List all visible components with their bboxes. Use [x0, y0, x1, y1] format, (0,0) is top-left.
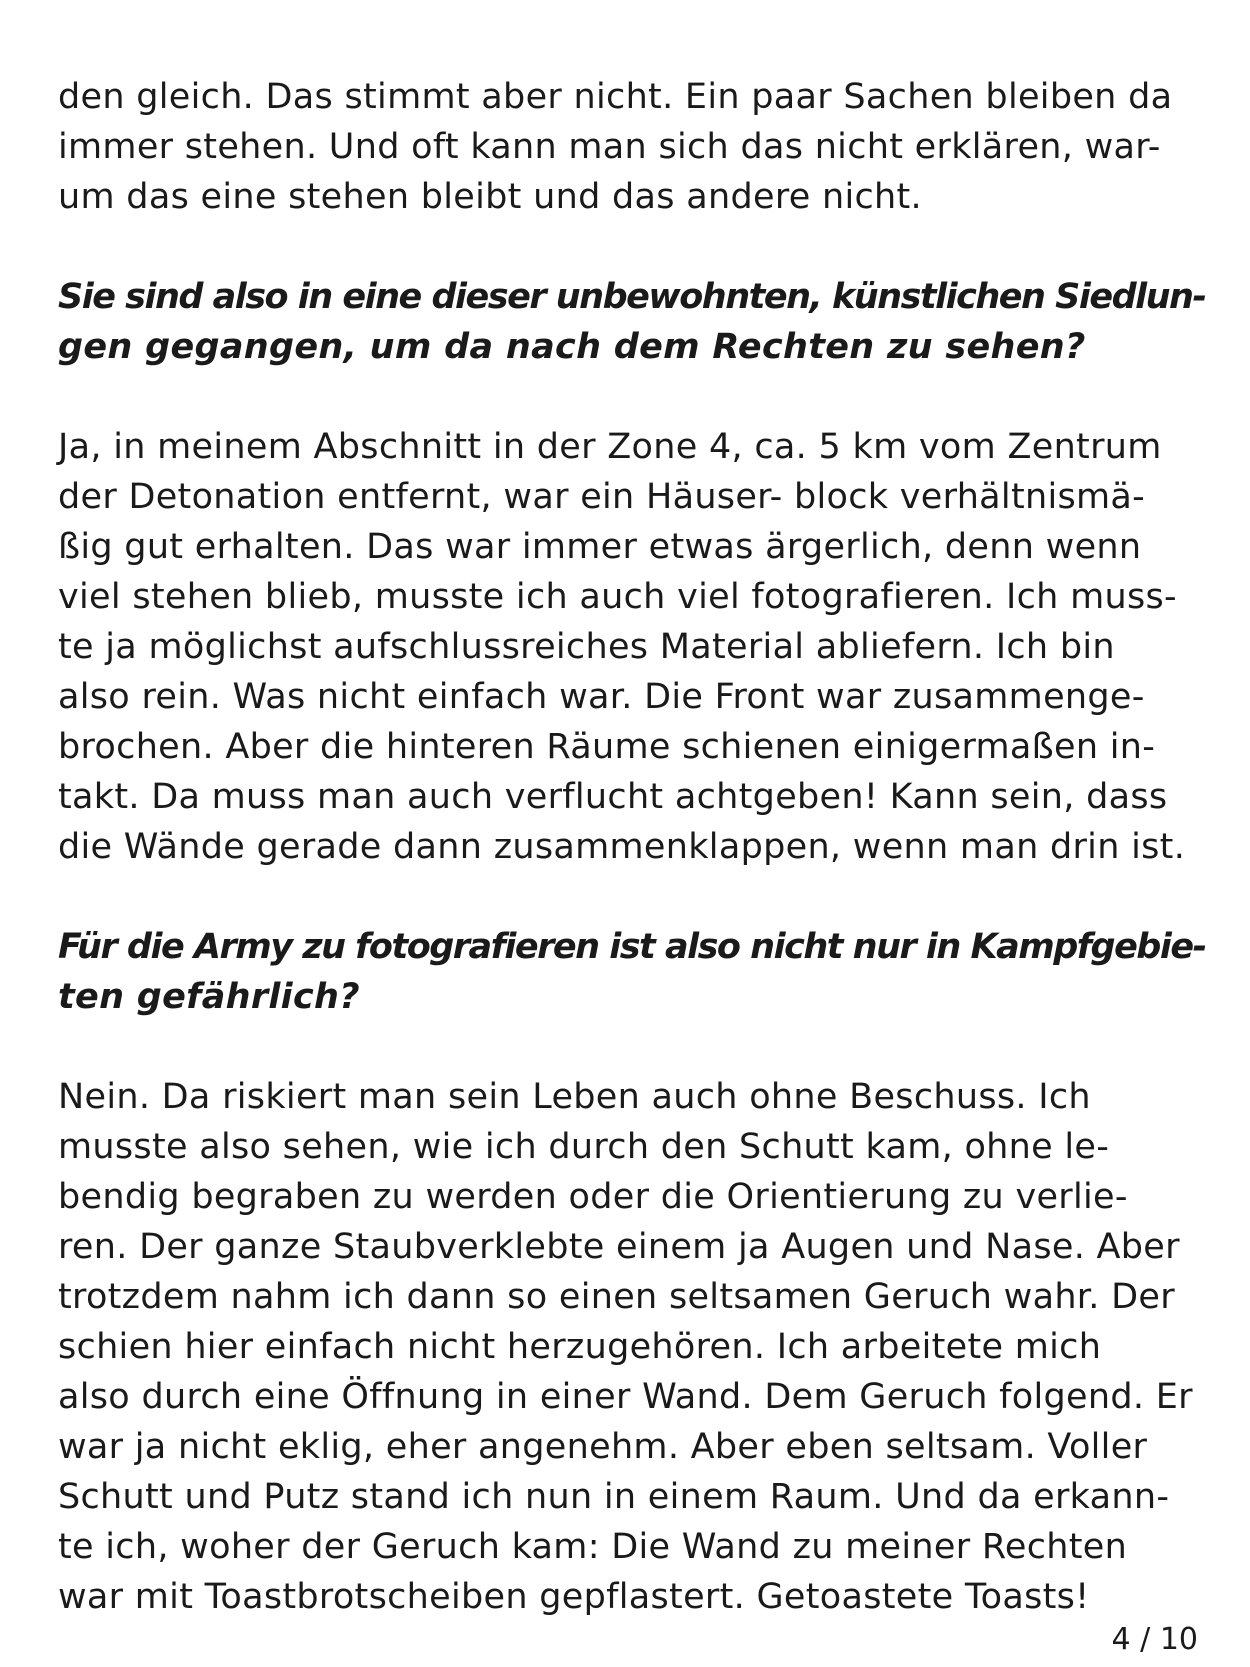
- text-line: der Detonation entfernt, war ein Häuser- block verhältnismä-: [58, 477, 1146, 517]
- paragraph-spacer: [58, 1022, 1198, 1072]
- document-body: [58, 72, 1206, 1622]
- text-line: Nein. Da riskiert man sein Leben auch ohne Beschuss. Ich: [58, 1077, 1091, 1117]
- answer-paragraph-2: [58, 422, 1198, 872]
- text-line: te ich, woher der Geruch kam: Die Wand zu meiner Rechten: [58, 1527, 1128, 1567]
- text-line: Sie sind also in eine dieser unbewohnten, künstlichen Siedlun-: [58, 277, 1206, 317]
- paragraph-spacer: [58, 872, 1198, 922]
- text-line: also durch eine Öffnung in einer Wand. Dem Geruch folgend. Er: [58, 1377, 1193, 1417]
- text-line: war mit Toastbrotscheiben gepflastert. Getoastete Toasts!: [58, 1577, 1090, 1617]
- text-line: um das eine stehen bleibt und das andere nicht.: [58, 177, 922, 217]
- text-line: bendig begraben zu werden oder die Orientierung zu verlie-: [58, 1177, 1128, 1217]
- text-line: gen gegangen, um da nach dem Rechten zu sehen?: [58, 327, 1086, 367]
- text-line: schien hier einfach nicht herzugehören. Ich arbeitete mich: [58, 1327, 1102, 1367]
- text-line: immer stehen. Und oft kann man sich das nicht erklären, war-: [58, 127, 1161, 167]
- answer-paragraph-3: [58, 1072, 1198, 1622]
- text-line: ren. Der ganze Staubverklebte einem ja Augen und Nase. Aber: [58, 1227, 1180, 1267]
- text-line: den gleich. Das stimmt aber nicht. Ein paar Sachen bleiben da: [58, 77, 1173, 117]
- paragraph-spacer: [58, 372, 1198, 422]
- question-paragraph-1: [58, 272, 1206, 372]
- text-line: takt. Da muss man auch verflucht achtgeben! Kann sein, dass: [58, 777, 1168, 817]
- text-line: Ja, in meinem Abschnitt in der Zone 4, ca. 5 km vom Zentrum: [58, 427, 1162, 467]
- text-line: also rein. Was nicht einfach war. Die Front war zusammenge-: [58, 677, 1145, 717]
- text-line: viel stehen blieb, musste ich auch viel fotografieren. Ich muss-: [58, 577, 1177, 617]
- answer-paragraph-1: [58, 72, 1198, 222]
- text-line: war ja nicht eklig, eher angenehm. Aber eben seltsam. Voller: [58, 1427, 1148, 1467]
- text-line: te ja möglichst aufschlussreiches Material abliefern. Ich bin: [58, 627, 1115, 667]
- text-line: Schutt und Putz stand ich nun in einem Raum. Und da erkann-: [58, 1477, 1170, 1517]
- text-line: ten gefährlich?: [58, 977, 360, 1017]
- text-line: Für die Army zu fotografieren ist also nicht nur in Kampfgebie-: [58, 927, 1206, 967]
- text-line: die Wände gerade dann zusammenklappen, wenn man drin ist.: [58, 827, 1186, 867]
- page-number: 4 / 10: [1111, 1622, 1198, 1657]
- text-line: trotzdem nahm ich dann so einen seltsamen Geruch wahr. Der: [58, 1277, 1175, 1317]
- paragraph-spacer: [58, 222, 1198, 272]
- text-line: ßig gut erhalten. Das war immer etwas ärgerlich, denn wenn: [58, 527, 1142, 567]
- question-paragraph-2: [58, 922, 1206, 1022]
- text-line: brochen. Aber die hinteren Räume schienen einigermaßen in-: [58, 727, 1156, 767]
- text-line: musste also sehen, wie ich durch den Schutt kam, ohne le-: [58, 1127, 1110, 1167]
